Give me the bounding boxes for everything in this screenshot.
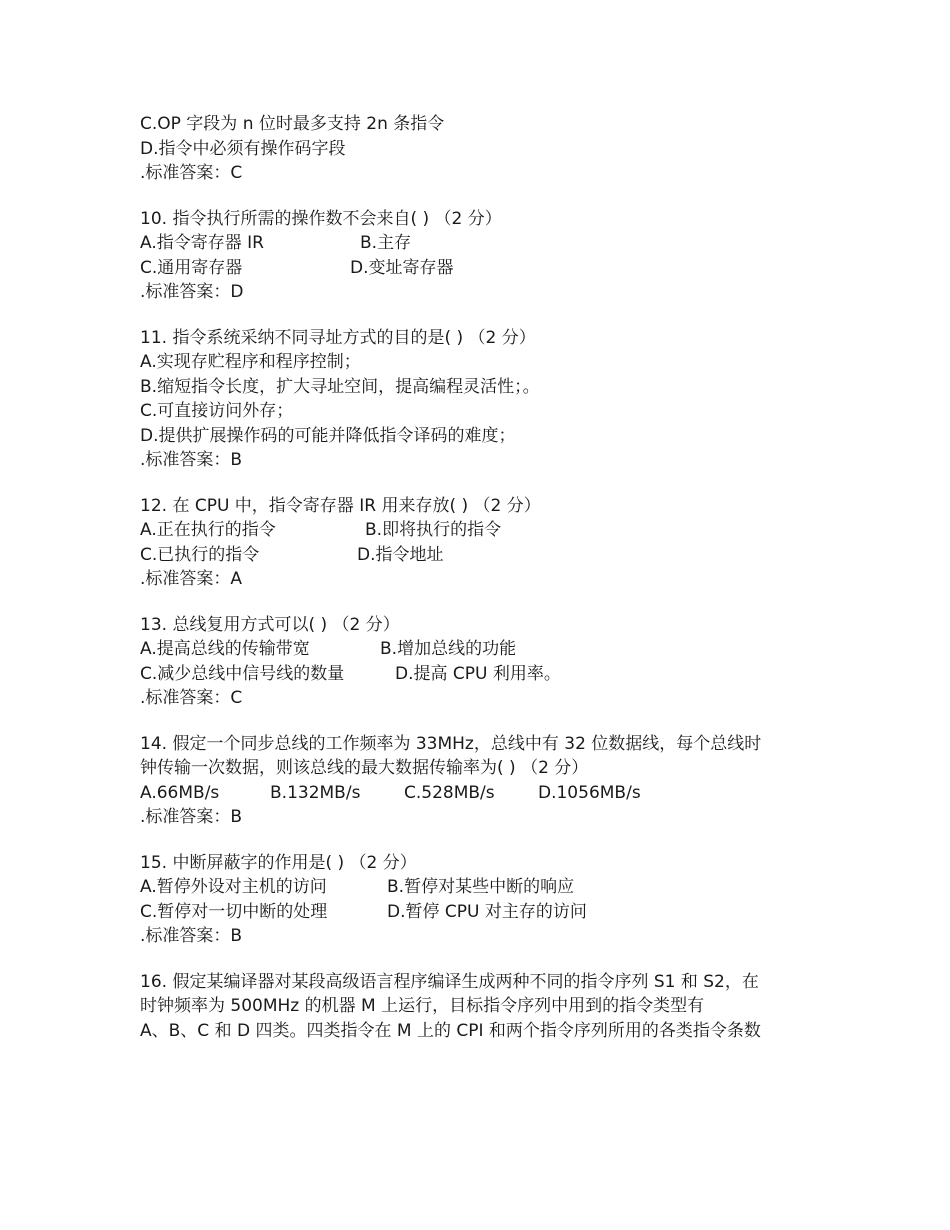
q15-title: 15. 中断屏蔽字的作用是( ) （2 分） bbox=[140, 852, 417, 873]
q14-answer: .标准答案：B bbox=[140, 807, 243, 827]
q14-title-line-2: 钟传输一次数据，则该总线的最大数据传输率为( ) （2 分） bbox=[140, 758, 589, 778]
q11-title: 11. 指令系统采纳不同寻址方式的目的是( ) （2 分） bbox=[140, 327, 536, 348]
q13-option-c: C.减少总线中信号线的数量 bbox=[140, 663, 345, 684]
q15-option-b: B.暂停对某些中断的响应 bbox=[387, 877, 575, 897]
q9-option-d: D.指令中必须有操作码字段 bbox=[140, 138, 346, 159]
q10-options-row-1 bbox=[140, 231, 830, 256]
q12-title: 12. 在 CPU 中，指令寄存器 IR 用来存放( ) （2 分） bbox=[140, 495, 541, 516]
q16-line-1: 16. 假定某编译器对某段高级语言程序编译生成两种不同的指令序列 S1 和 S2，在 bbox=[140, 971, 759, 992]
q14-option-c: C.528MB/s bbox=[404, 782, 495, 803]
q15-option-c: C.暂停对一切中断的处理 bbox=[140, 901, 328, 922]
q14-option-d: D.1056MB/s bbox=[538, 782, 641, 803]
q11-option-d: D.提供扩展操作码的可能并降低指令译码的难度； bbox=[140, 425, 516, 446]
q13-options-row-2 bbox=[140, 662, 830, 687]
q13-option-a: A.提高总线的传输带宽 bbox=[140, 639, 310, 659]
q16-line-3: A、B、C 和 D 四类。四类指令在 M 上的 CPI 和两个指令序列所用的各类指令条数 bbox=[140, 1020, 761, 1041]
q12-options-row-1 bbox=[140, 518, 830, 543]
q14-options-row bbox=[140, 781, 830, 806]
q10-option-b: B.主存 bbox=[360, 233, 412, 253]
q15-option-d: D.暂停 CPU 对主存的访问 bbox=[387, 901, 587, 922]
q10-options-row-2 bbox=[140, 256, 830, 281]
q12-option-b: B.即将执行的指令 bbox=[365, 520, 502, 540]
q14-option-b: B.132MB/s bbox=[270, 782, 361, 803]
q15-options-row-1 bbox=[140, 875, 830, 900]
q10-option-c: C.通用寄存器 bbox=[140, 257, 243, 278]
q13-title: 13. 总线复用方式可以( ) （2 分） bbox=[140, 614, 400, 635]
q9-option-c: C.OP 字段为 n 位时最多支持 2n 条指令 bbox=[140, 114, 445, 134]
q13-option-b: B.增加总线的功能 bbox=[380, 639, 517, 659]
q12-option-c: C.已执行的指令 bbox=[140, 544, 260, 565]
q11-option-a: A.实现存贮程序和程序控制； bbox=[140, 352, 361, 372]
q12-options-row-2 bbox=[140, 543, 830, 568]
q11-option-c: C.可直接访问外存； bbox=[140, 401, 294, 421]
q10-answer: .标准答案：D bbox=[140, 282, 244, 302]
q10-title: 10. 指令执行所需的操作数不会来自( ) （2 分） bbox=[140, 208, 502, 229]
q12-option-a: A.正在执行的指令 bbox=[140, 520, 276, 540]
q11-answer: .标准答案：B bbox=[140, 450, 243, 470]
q10-option-a: A.指令寄存器 IR bbox=[140, 233, 264, 253]
q13-options-row-1 bbox=[140, 637, 830, 662]
q15-answer: .标准答案：B bbox=[140, 926, 243, 946]
q9-answer: .标准答案：C bbox=[140, 163, 243, 183]
q14-option-a: A.66MB/s bbox=[140, 782, 220, 803]
document-page bbox=[140, 112, 830, 1043]
q16-line-2: 时钟频率为 500MHz 的机器 M 上运行，目标指令序列中用到的指令类型有 bbox=[140, 996, 705, 1016]
q12-option-d: D.指令地址 bbox=[357, 544, 444, 565]
q15-options-row-2 bbox=[140, 900, 830, 925]
q13-answer: .标准答案：C bbox=[140, 688, 243, 708]
q14-title-line-1: 14. 假定一个同步总线的工作频率为 33MHz，总线中有 32 位数据线，每个总线时 bbox=[140, 733, 762, 754]
q15-option-a: A.暂停外设对主机的访问 bbox=[140, 877, 327, 897]
q12-answer: .标准答案：A bbox=[140, 569, 243, 589]
q13-option-d: D.提高 CPU 利用率。 bbox=[395, 663, 561, 684]
q11-option-b: B.缩短指令长度，扩大寻址空间，提高编程灵活性；。 bbox=[140, 376, 540, 397]
q10-option-d: D.变址寄存器 bbox=[350, 257, 454, 278]
